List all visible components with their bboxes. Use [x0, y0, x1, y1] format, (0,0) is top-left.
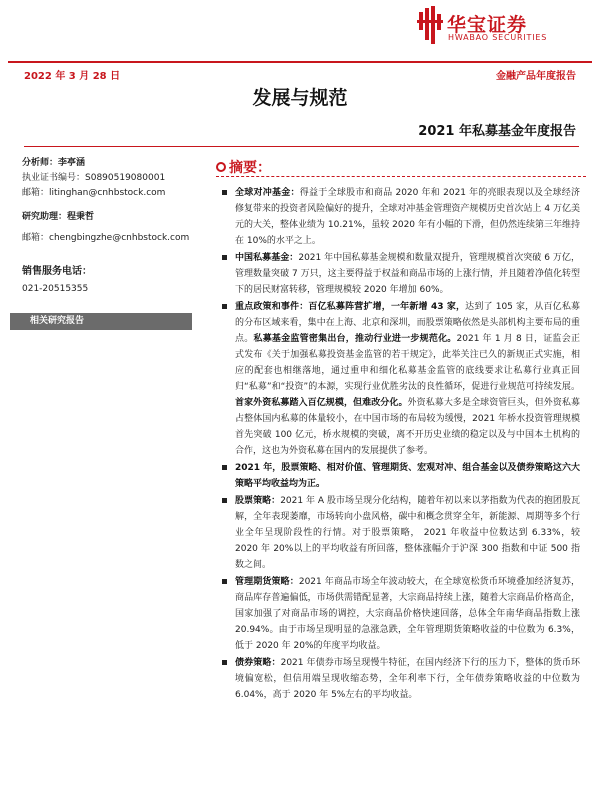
abstract-divider [216, 176, 586, 177]
list-item [222, 655, 580, 703]
paragraph-bold: 首家外资私募踏入百亿规模，但难改分化。 [235, 398, 408, 408]
sales-phone: 021-20515355 [22, 284, 89, 294]
list-item [222, 460, 580, 492]
paragraph-text: 2021 年商品市场全年波动较大，在全球宽松货币环境叠加经济复苏，商品库存普遍偏低，市场供需错配显著，大宗商品持续上涨，随着大宗商品价格高企，国家加强了对商品市场的调控，大宗商品价格快速回落，总体全年南华商品指数上涨 20.94%。由于市场呈现明显的急涨急跌，全年管理期货策略收益的中位数为 6.3%，低于 2020 年 20%的年度平均收益。 [235, 577, 580, 651]
paragraph-text: 2021 年中国私募基金规模和数量双提升，管理规模首次突破 6 万亿，管理数量突破 7 万只，这主要得益于权益和商品市场的上涨行情，并且随着净值化转型下的居民财富转移，管理规模较 2020 年增加 60%。 [235, 253, 580, 295]
paragraph-text: 2021 年 A 股市场呈现分化结构，随着年初以来以茅指数为代表的抱团股瓦解，全年表现萎靡，市场转向小盘风格，碳中和概念贯穿全年，新能源、周期等多个行业全年呈现阶段性的行情。对于股票策略， 2021 年收益中位数达到 6.33%，较 2020 年 20%以上的平均收益有所回落，整体涨幅介于沪深 300 指数和中证 500 指数之间。 [235, 496, 580, 570]
cert-number: S0890519080001 [85, 173, 166, 183]
brand-name-en: HWABAO SECURITIES [448, 33, 548, 42]
analyst-label: 分析师： [22, 158, 59, 168]
paragraph-text: 2021 年债券市场呈现慢牛特征，在国内经济下行的压力下，整体的货币环境偏宽松，但信用端呈现收缩态势，全年利率下行，全年债券策略收益的中位数为 6.04%，高于 2020 年 5%左右的平均收益。 [235, 658, 580, 700]
assistant-email[interactable]: chengbingzhe@cnhbstock.com [49, 233, 190, 243]
paragraph-lead: 股票策略： [235, 496, 281, 506]
bullet-icon [222, 190, 227, 195]
email-label: 邮箱： [22, 188, 50, 198]
bullet-icon [222, 465, 227, 470]
paragraph-lead: 中国私募基金： [235, 253, 299, 263]
bullet-icon [222, 498, 227, 503]
logo-mark-icon [417, 6, 443, 44]
paragraph-lead: 债券策略： [235, 658, 281, 668]
cert-label: 执业证书编号： [22, 173, 86, 183]
assistant-name: 程秉哲 [67, 212, 95, 222]
abstract-heading [216, 157, 271, 177]
bullet-icon [222, 579, 227, 584]
bullet-icon [222, 660, 227, 665]
report-category: 金融产品年度报告 [496, 71, 576, 82]
paragraph-text: 达到了 105 家，从百亿私募的分布区域来看，集中在上海、北京和深圳，而股票策略依然是头部机构主要布局的重点。 [235, 302, 580, 344]
page-title: 发展与规范 [252, 87, 348, 109]
page-subtitle: 2021 年私募基金年度报告 [418, 124, 576, 139]
analyst-info [22, 156, 197, 297]
list-item [222, 185, 580, 249]
abstract-body [222, 185, 580, 704]
paragraph-bold: 私募基金监管密集出台，推动行业进一步规范化。 [253, 334, 457, 344]
paragraph-lead: 管理期货策略： [235, 577, 299, 587]
header-rule [8, 61, 592, 63]
brand-name-cn: 华宝证券 [447, 14, 528, 36]
paragraph-text: 得益于全球股市和商品 2020 年和 2021 年的亮眼表现以及全球经济修复带来的投资者风险偏好的提升，全球对冲基金管理资产规模历史首次站上 4 万亿美元的大关，整体业绩为 10.21%，虽较 2020 年有小幅的下滑，但仍然连续第三年维持在 10%的水平之上。 [235, 188, 580, 246]
bullet-icon [222, 255, 227, 260]
title-rule [24, 146, 579, 147]
list-item [222, 250, 580, 298]
circle-icon [216, 162, 226, 172]
related-reports-bar[interactable]: 相关研究报告 [10, 313, 192, 330]
list-item [222, 574, 580, 654]
report-date: 2022 年 3 月 28 日 [24, 71, 121, 82]
paragraph-text: 2021 年 1 月 8 日，证监会正式发布《关于加强私募投资基金监管的若干规定》，此举关注已久的新规正式实施，相应的配套也相继落地，通过重申和细化私募基金监管的底线要求让私募行业真正回归“私募”和“投资”的本源，实现行业优胜劣汰的良性循环，促进行业规范可持续发展。 [235, 334, 580, 392]
bullet-icon [222, 304, 227, 309]
sales-label: 销售服务电话： [22, 266, 92, 277]
brand-logo [417, 6, 582, 46]
analyst-email[interactable]: litinghan@cnhbstock.com [49, 188, 166, 198]
email2-label: 邮箱： [22, 233, 50, 243]
paragraph-lead: 重点政策和事件：百亿私募阵营扩增，一年新增 43 家， [235, 302, 466, 312]
paragraph-bold: 2021 年，股票策略、相对价值、管理期货、宏观对冲、组合基金以及债券策略这六大策略平均收益均为正。 [235, 463, 580, 489]
abstract-heading-text: 摘要： [229, 160, 271, 176]
paragraph-lead: 全球对冲基金： [235, 188, 300, 198]
paragraph-text: 外资私募大多是全球资管巨头，但外资私募占整体国内私募的体量较小，在中国市场的布局较为缓慢，2021 年桥水投资管理规模首先突破 100 亿元，桥水规模的突破，离不开历史业绩的稳定以及与中国本土机构的合作，这也为外资私募在国内的发展提供了参考。 [235, 398, 580, 456]
list-item [222, 299, 580, 459]
list-item [222, 493, 580, 573]
assistant-label: 研究助理： [22, 212, 68, 222]
analyst-name: 李亭涵 [58, 158, 86, 168]
